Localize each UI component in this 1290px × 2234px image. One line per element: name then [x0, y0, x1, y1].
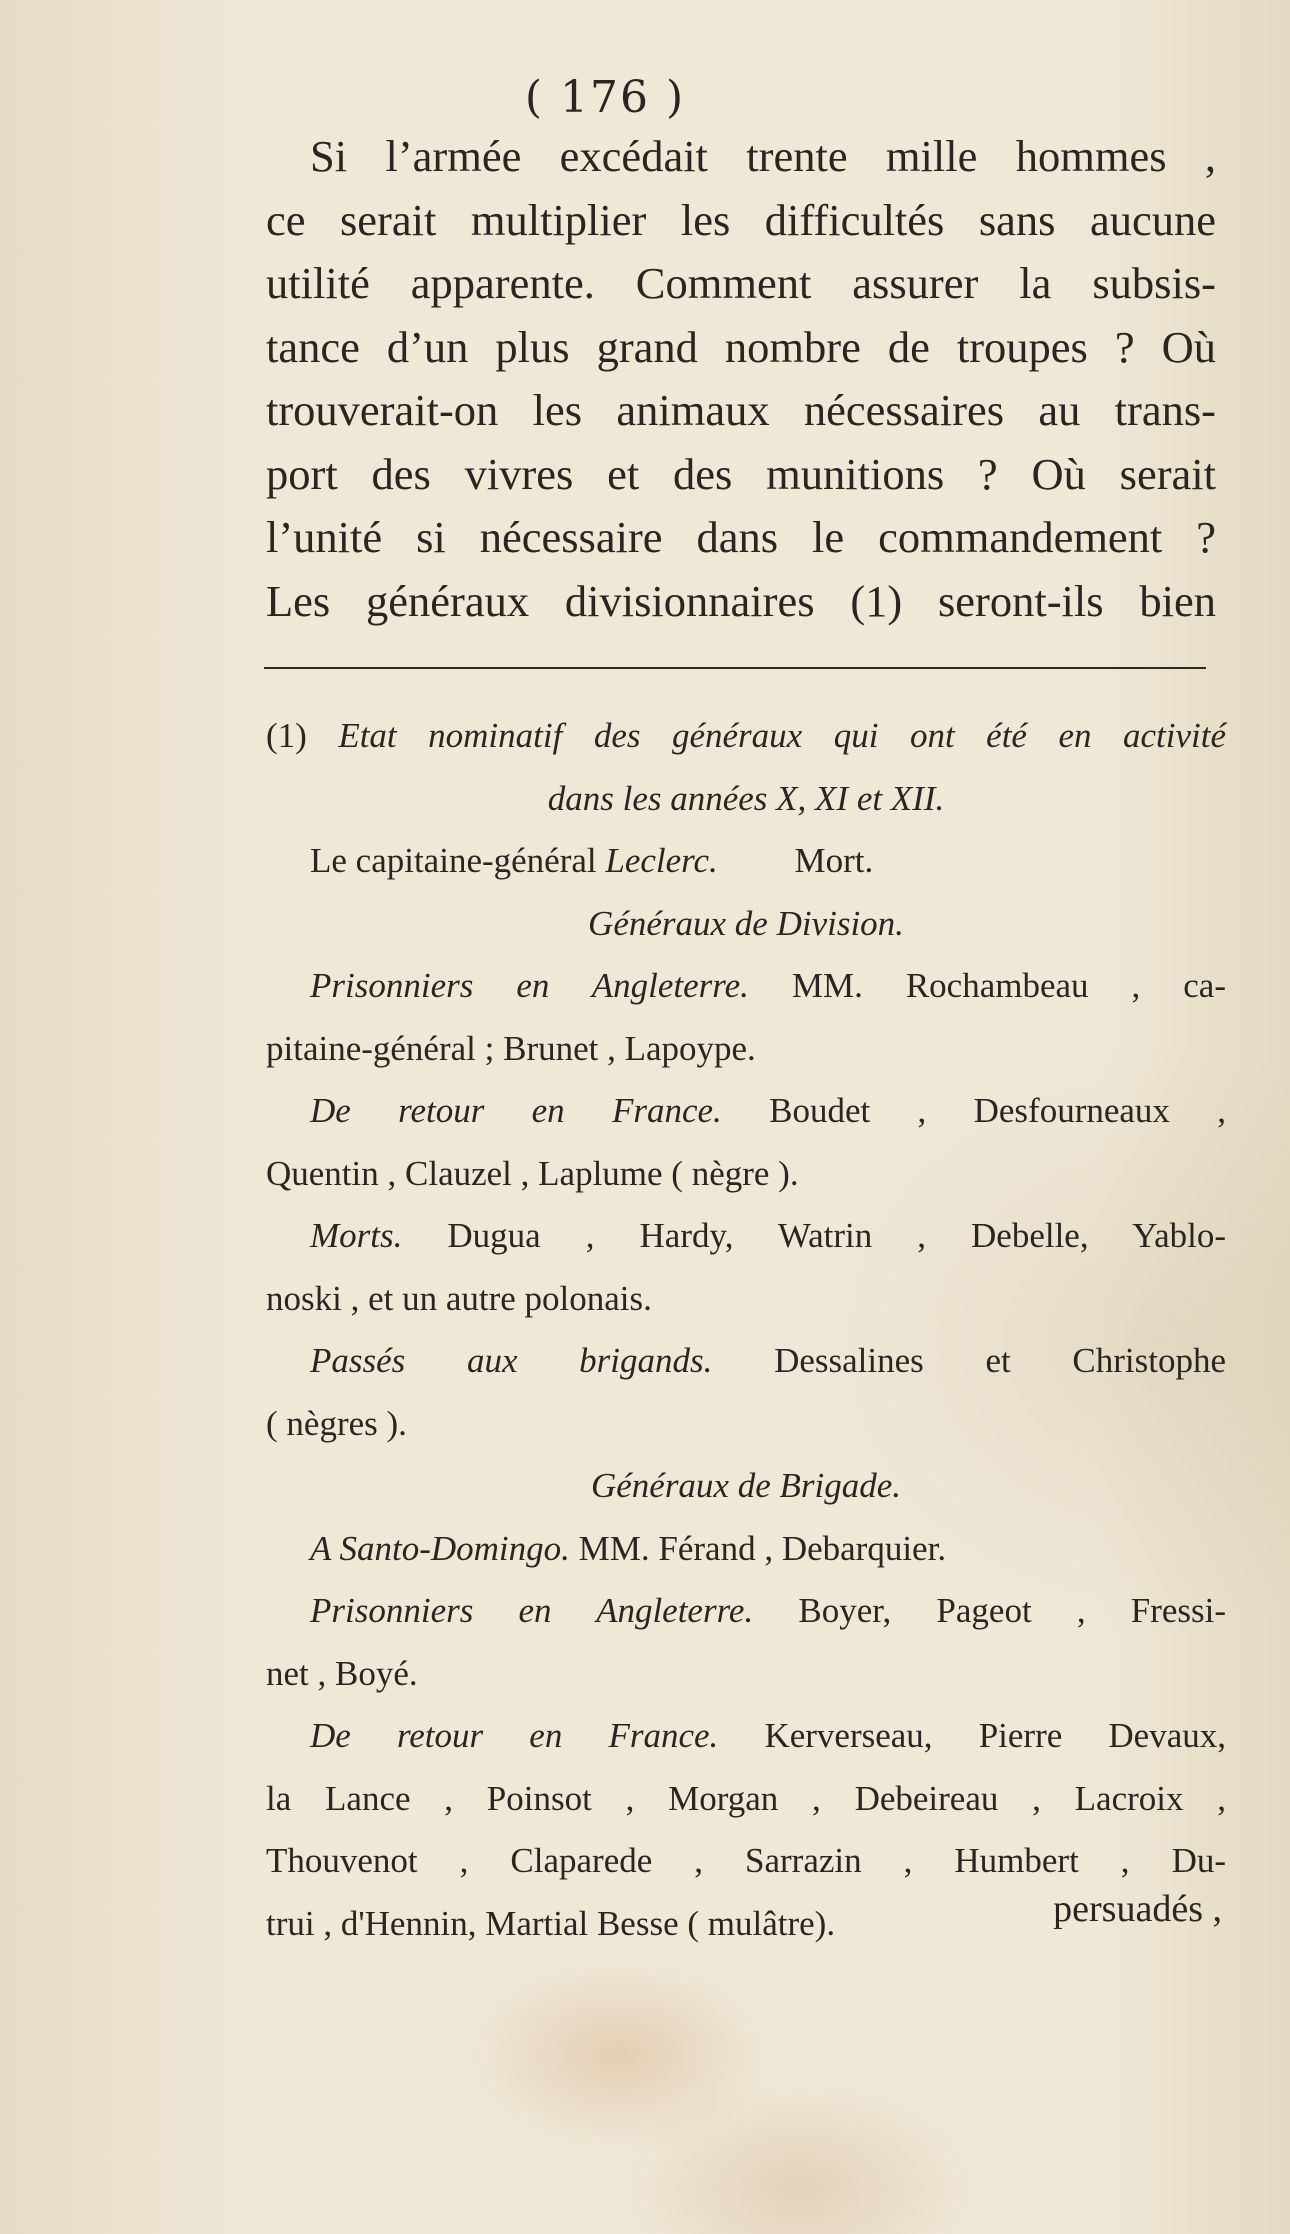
division-prisoners-text: MM. Rochambeau , ca-: [791, 966, 1227, 1005]
brigade-prisoners-text: Boyer, Pageot , Fressi-: [798, 1591, 1227, 1630]
division-prisoners-row: [266, 955, 1226, 1018]
main-text-block: [266, 125, 1216, 633]
brigade-prisoners-row-2: net , Boyé.: [266, 1653, 418, 1693]
main-text-line: Les généraux divisionnaires (1) seront-ils bien: [266, 575, 1216, 626]
division-returned-row: [266, 1080, 1226, 1143]
main-text-line: port des vivres et des munitions ? Où serait: [266, 448, 1216, 499]
main-text-line: Si l’armée excédait trente mille hommes ,: [310, 131, 1216, 181]
division-dead-row: [266, 1205, 1226, 1268]
footnote-heading-2: [266, 768, 1226, 831]
main-text-line: tance d’un plus grand nombre de troupes ? Où: [266, 321, 1216, 372]
division-heading-row: [266, 893, 1226, 956]
main-text-line: utilité apparente. Comment assurer la subsis-: [266, 258, 1216, 308]
captain-name: Leclerc.: [605, 841, 718, 880]
division-brigands-label: Passés aux brigands.: [310, 1341, 713, 1380]
brigade-returned-row-2: la Lance , Poinsot , Morgan , Debeireau , Lacroix ,: [266, 1778, 1226, 1818]
division-heading: Généraux de Division.: [588, 903, 904, 943]
brigade-returned-label: De retour en France.: [310, 1716, 719, 1755]
division-prisoners-row-2: pitaine-général ; Brunet , Lapoype.: [266, 1028, 756, 1068]
captain-general-row: [266, 830, 1226, 893]
main-text-line: trouverait-on les animaux nécessaires au trans-: [266, 385, 1216, 435]
division-brigands-row-2: ( nègres ).: [266, 1403, 407, 1443]
brigade-returned-row-4: trui , d'Hennin, Martial Besse ( mulâtre).: [266, 1903, 836, 1943]
footnote-heading-line2: dans les années X, XI et XII.: [547, 778, 945, 818]
brigade-santo-text: MM. Férand , Debarquier.: [578, 1528, 947, 1568]
catchword: persuadés ,: [1053, 1888, 1222, 1930]
division-prisoners-label: Prisonniers en Angleterre.: [310, 966, 749, 1005]
division-returned-label: De retour en France.: [310, 1091, 722, 1130]
main-text-line: l’unité si nécessaire dans le commandement ?: [266, 512, 1216, 562]
captain-label: Le capitaine-général: [310, 841, 597, 880]
brigade-prisoners-row: [266, 1580, 1226, 1643]
footnote-heading-line1: Etat nominatif des généraux qui ont été en activité: [338, 716, 1226, 755]
brigade-santo-label: A Santo-Domingo.: [310, 1528, 570, 1568]
footnote-marker: (1): [266, 716, 307, 755]
brigade-santo-row: [266, 1518, 1226, 1581]
division-brigands-row: [266, 1330, 1226, 1393]
brigade-prisoners-label: Prisonniers en Angleterre.: [310, 1591, 754, 1630]
division-dead-text: Dugua , Hardy, Watrin , Debelle, Yablo-: [447, 1216, 1226, 1255]
footnote-heading: [266, 705, 1226, 768]
division-brigands-text: Dessalines et Christophe: [774, 1341, 1226, 1380]
brigade-returned-text: Kerverseau, Pierre Devaux,: [764, 1716, 1226, 1755]
footnote-divider: [264, 667, 1206, 669]
captain-status: Mort.: [794, 841, 874, 880]
division-dead-label: Morts.: [310, 1216, 403, 1255]
brigade-returned-row-3: Thouvenot , Claparede , Sarrazin , Humbert , Du-: [266, 1841, 1226, 1880]
brigade-heading: Généraux de Brigade.: [590, 1466, 902, 1505]
footnote-block: [266, 705, 1226, 1955]
division-returned-row-2: Quentin , Clauzel , Laplume ( nègre ).: [266, 1153, 799, 1193]
division-returned-text: Boudet , Desfourneaux ,: [769, 1091, 1226, 1130]
brigade-returned-row: [266, 1705, 1226, 1768]
division-dead-row-2: noski , et un autre polonais.: [266, 1278, 652, 1318]
brigade-heading-row: [266, 1455, 1226, 1518]
page-number: ( 176 ): [524, 72, 686, 123]
main-text-line: ce serait multiplier les difficultés sans aucune: [266, 194, 1216, 245]
